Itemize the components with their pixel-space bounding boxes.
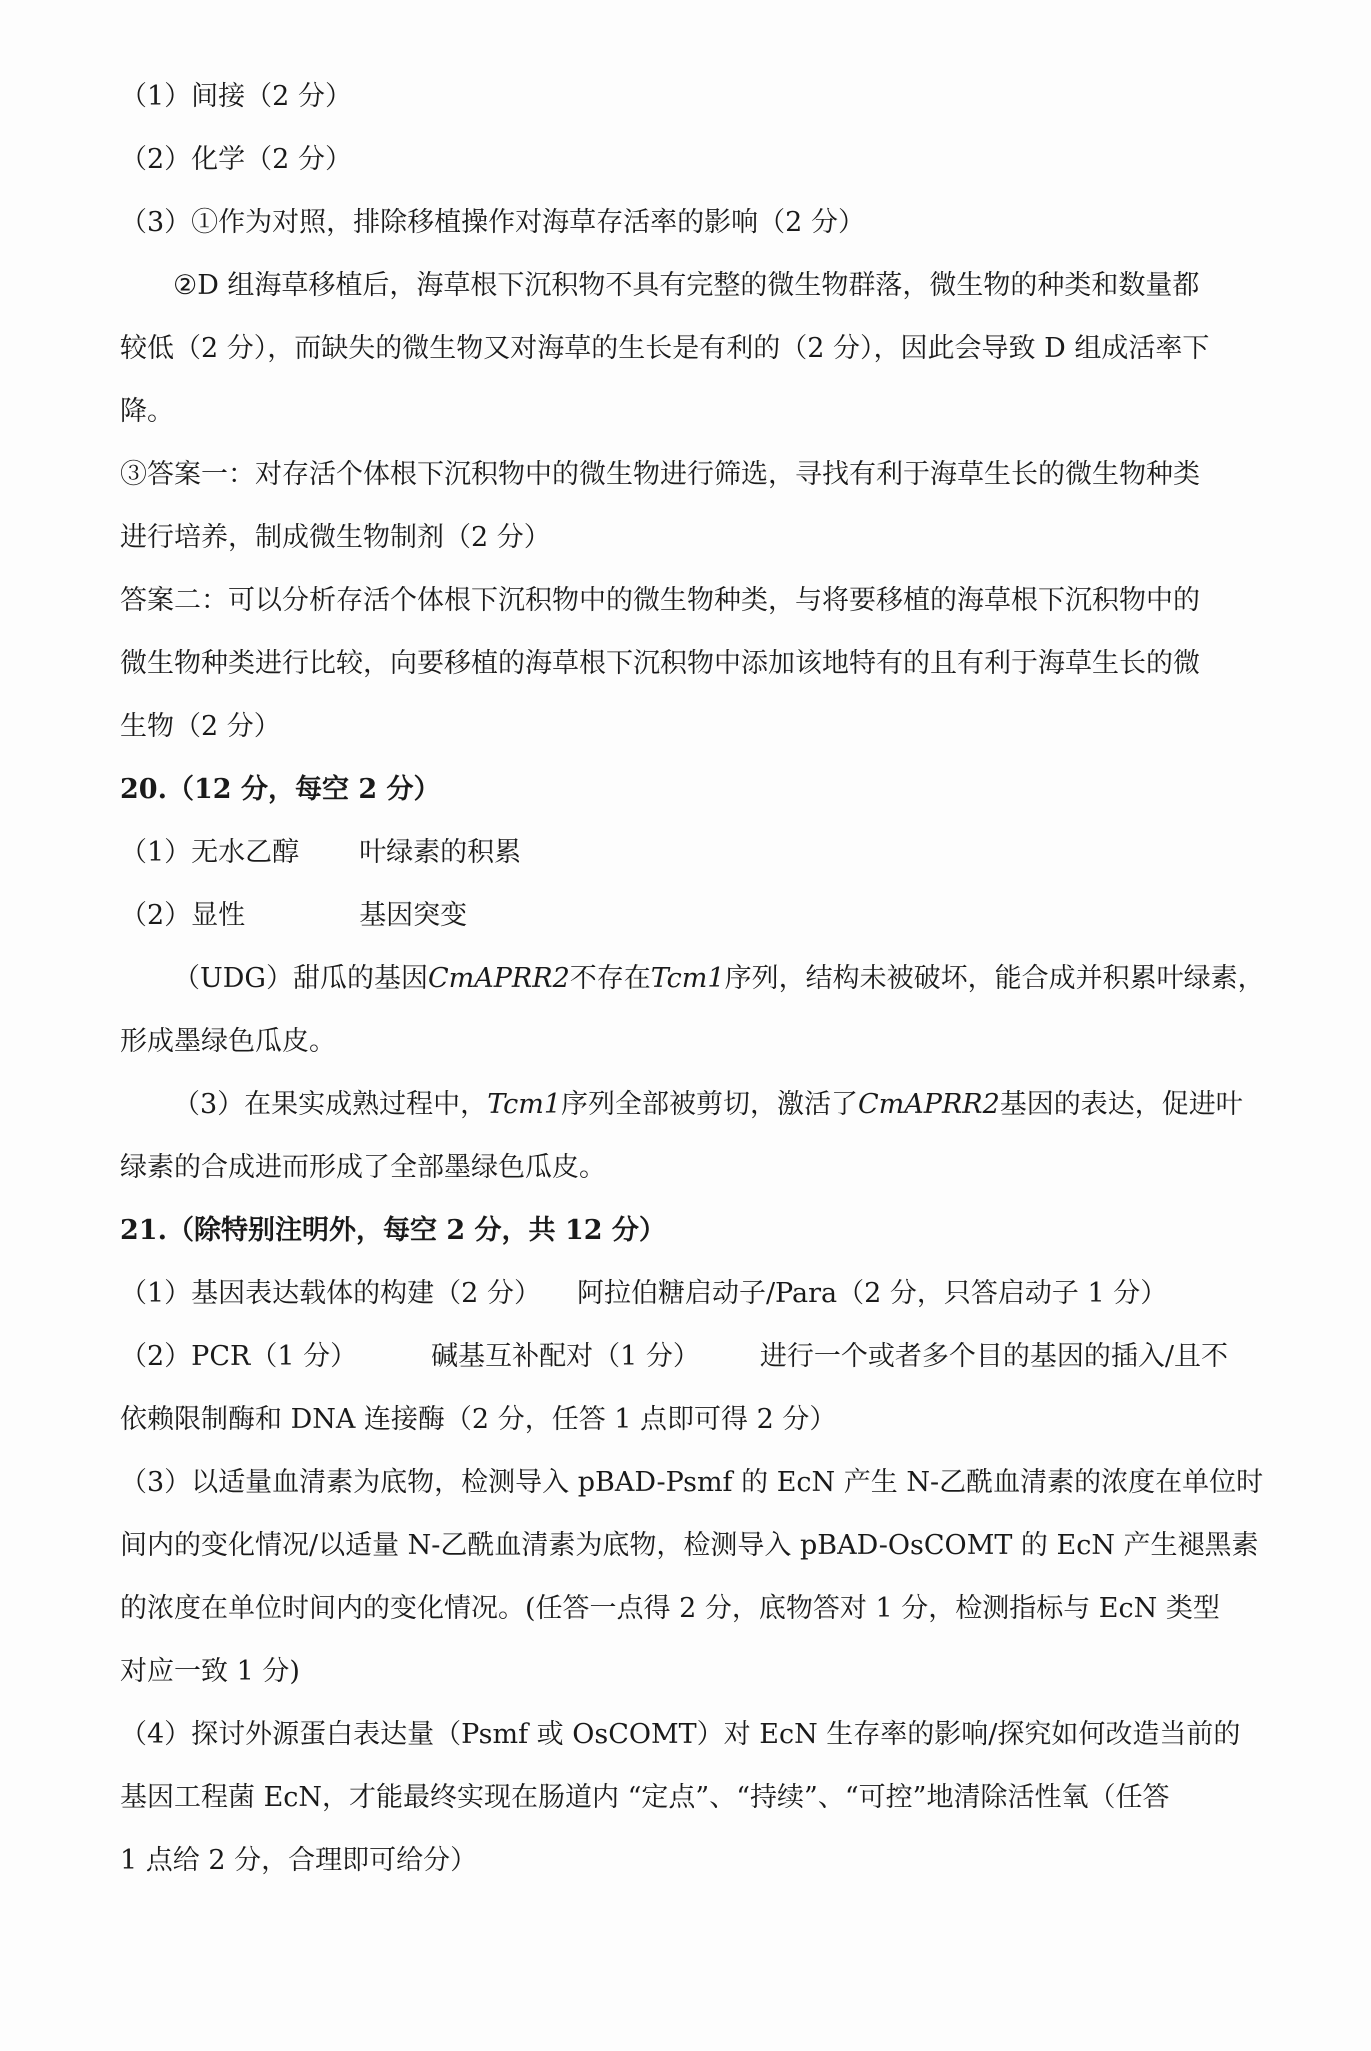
q20-answer-1-b: 叶绿素的积累	[359, 837, 522, 868]
q20-answer-3-text-3: 基因的表达，促进叶	[999, 1089, 1243, 1120]
q21-answer-1-b: 阿拉伯糖启动子/Para（2 分，只答启动子 1 分）	[576, 1278, 1168, 1309]
q20-answer-3-text-2: 序列全部被剪切，激活了	[561, 1089, 859, 1120]
q21-answer-3-line3: 的浓度在单位时间内的变化情况。(任答一点得 2 分，底物答对 1 分，检测指标与 EcN 类型	[120, 1593, 1220, 1624]
q19-answer-2: （2）化学（2 分）	[120, 144, 352, 175]
q20-answer-2	[120, 899, 467, 933]
q19-answer-3-3-line3: 答案二：可以分析存活个体根下沉积物中的微生物种类，与将要移植的海草根下沉积物中的	[120, 585, 1200, 616]
q21-answer-2-c: 进行一个或者多个目的基因的插入/且不	[759, 1341, 1228, 1372]
q20-answer-2-a: （2）显性	[120, 900, 246, 931]
q19-answer-3-1: （3）①作为对照，排除移植操作对海草存活率的影响（2 分）	[120, 207, 865, 238]
q19-answer-3-3-line2: 进行培养，制成微生物制剂（2 分）	[120, 522, 551, 553]
q21-heading: 21.（除特别注明外，每空 2 分，共 12 分）	[120, 1215, 666, 1246]
q21-answer-3-line4: 对应一致 1 分)	[120, 1656, 300, 1687]
q20-answer-1	[120, 836, 521, 870]
q19-answer-3-2-line2: 较低（2 分），而缺失的微生物又对海草的生长是有利的（2 分），因此会导致 D 组成活率下	[120, 333, 1210, 364]
q19-answer-1: （1）间接（2 分）	[120, 81, 352, 112]
q20-answer-3-line2: 绿素的合成进而形成了全部墨绿色瓜皮。	[120, 1152, 606, 1183]
q21-answer-3-line1: （3）以适量血清素为底物，检测导入 pBAD-Psmf 的 EcN 产生 N-乙酰血清素的浓度在单位时	[120, 1467, 1264, 1498]
q21-answer-2-line1	[120, 1340, 1228, 1374]
q20-udg-line2: 形成墨绿色瓜皮。	[120, 1026, 336, 1057]
q20-udg-text-3: 序列，结构未被破坏，能合成并积累叶绿素，	[724, 963, 1265, 994]
q21-answer-2-a: （2）PCR（1 分）	[120, 1341, 358, 1372]
q21-answer-1	[120, 1277, 1167, 1311]
q20-answer-3-seq: Tcm1	[487, 1089, 562, 1120]
q20-heading: 20.（12 分，每空 2 分）	[120, 774, 441, 805]
q21-answer-4-line3: 1 点给 2 分，合理即可给分）	[120, 1845, 478, 1876]
q21-answer-4-line2: 基因工程菌 EcN，才能最终实现在肠道内 “定点”、“持续”、“可控”地清除活性氧（任答	[120, 1782, 1170, 1813]
q21-answer-2-b: 碱基互补配对（1 分）	[431, 1341, 700, 1372]
q21-answer-2-line2: 依赖限制酶和 DNA 连接酶（2 分，任答 1 点即可得 2 分）	[120, 1404, 837, 1435]
q20-udg-text-1: （UDG）甜瓜的基因	[173, 963, 428, 994]
q20-udg-gene: CmAPRR2	[427, 963, 570, 994]
q20-answer-3-text-1: （3）在果实成熟过程中，	[173, 1089, 488, 1120]
q20-udg-text-2: 不存在	[569, 963, 651, 994]
q20-answer-3-gene: CmAPRR2	[858, 1089, 1000, 1120]
q21-answer-3-line2: 间内的变化情况/以适量 N-乙酰血清素为底物，检测导入 pBAD-OsCOMT 的 EcN 产生褪黑素	[120, 1530, 1259, 1561]
q20-udg-line1	[173, 962, 1265, 996]
q19-answer-3-3-line4: 微生物种类进行比较，向要移植的海草根下沉积物中添加该地特有的且有利于海草生长的微	[120, 648, 1200, 679]
q21-answer-4-line1: （4）探讨外源蛋白表达量（Psmf 或 OsCOMT）对 EcN 生存率的影响/探究如何改造当前的	[120, 1719, 1241, 1750]
q19-answer-3-2-line3: 降。	[120, 396, 174, 427]
q20-udg-seq: Tcm1	[650, 963, 725, 994]
q19-answer-3-2-line1: ②D 组海草移植后，海草根下沉积物不具有完整的微生物群落，微生物的种类和数量都	[173, 270, 1200, 301]
q20-answer-2-b: 基因突变	[359, 900, 468, 931]
q19-answer-3-3-line5: 生物（2 分）	[120, 711, 281, 742]
q20-answer-1-a: （1）无水乙醇	[120, 837, 300, 868]
q19-answer-3-3-line1: ③答案一：对存活个体根下沉积物中的微生物进行筛选，寻找有利于海草生长的微生物种类	[120, 459, 1200, 490]
q20-answer-3-line1	[173, 1088, 1243, 1122]
q21-answer-1-a: （1）基因表达载体的构建（2 分）	[120, 1278, 541, 1309]
